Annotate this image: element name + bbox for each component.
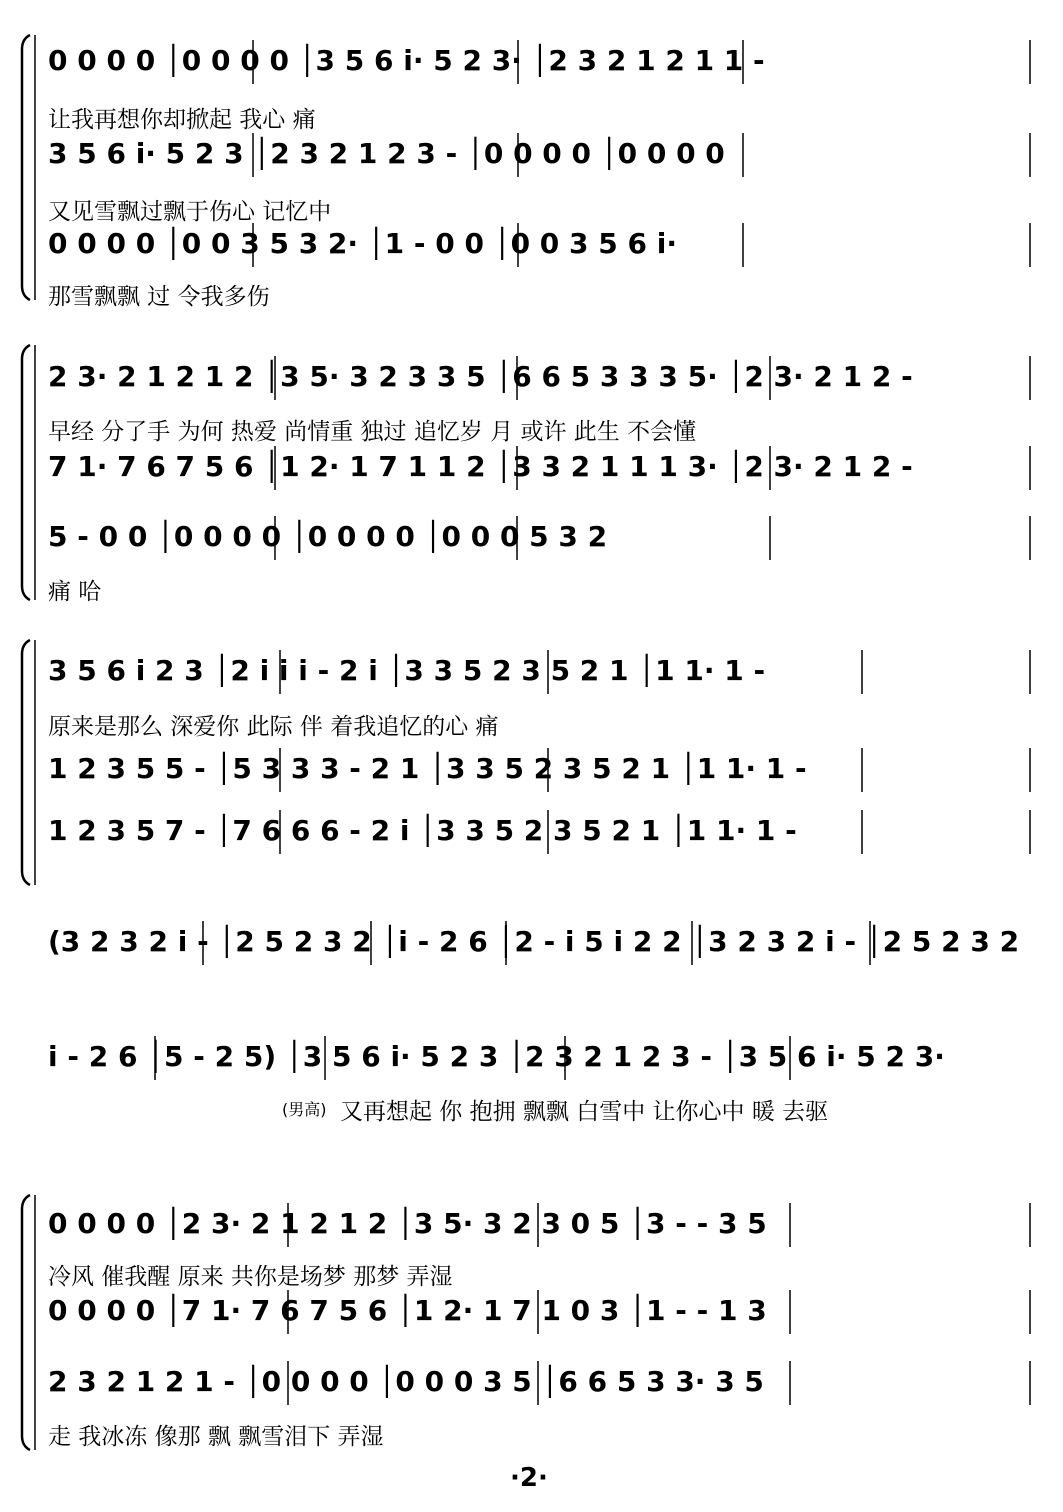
notation-row: 3 5 6 i 2 3 │2 i i i - 2 i │3 3 5 2 3 5 2 1 │1 1· 1 - [48, 654, 766, 687]
lyrics-line: 走 我冰冻 像那 飘 飘雪泪下 弄湿 [48, 1424, 384, 1450]
notation-row: i - 2 6 │5 - 2 5) │3 5 6 i· 5 2 3 │2 3 2 1 2 3 - │3 5 6 i· 5 2 3· [48, 1040, 945, 1073]
lyrics-line: 又见雪飘过飘于伤心 记忆中 [48, 199, 332, 225]
system-bracket [22, 640, 30, 885]
lyrics-line: 早经 分了手 为何 热爱 尚情重 独过 追忆岁 月 或许 此生 不会懂 [48, 419, 697, 445]
notation-row: 5 - 0 0 │0 0 0 0 │0 0 0 0 │0 0 0 5 3 2 [48, 520, 608, 553]
notation-row: 3 5 6 i· 5 2 3 │2 3 2 1 2 3 - │0 0 0 0 │0 0 0 0 [48, 137, 725, 170]
notation-row: 1 2 3 5 5 - │5 3 3 3 - 2 1 │3 3 5 2 3 5 2 1 │1 1· 1 - [48, 752, 807, 785]
lyrics-line: 让我再想你却掀起 我心 痛 [48, 107, 316, 133]
system-bracket [22, 35, 30, 300]
voice-label: (男高) [282, 1100, 327, 1119]
notation-row: 0 0 0 0 │7 1· 7 6 7 5 6 │1 2· 1 7 1 0 3 │1 - - 1 3 [48, 1294, 767, 1327]
lyrics-line: 原来是那么 深爱你 此际 伴 着我追忆的心 痛 [48, 714, 499, 740]
notation-row: 0 0 0 0 │0 0 3 5 3 2· │1 - 0 0 │0 0 3 5 6 i· [48, 227, 677, 260]
lyrics-line: 痛 哈 [48, 579, 102, 605]
lyrics-line: 冷风 催我醒 原来 共你是场梦 那梦 弄湿 [48, 1264, 453, 1290]
system-bracket [22, 345, 30, 600]
notation-row: 2 3· 2 1 2 1 2 │3 5· 3 2 3 3 5 │6 6 5 3 3 3 5· │2 3· 2 1 2 - [48, 360, 913, 393]
notation-row: 0 0 0 0 │2 3· 2 1 2 1 2 │3 5· 3 2 3 0 5 │3 - - 3 5 [48, 1207, 767, 1240]
notation-row: 1 2 3 5 7 - │7 6 6 6 - 2 i │3 3 5 2 3 5 2 1 │1 1· 1 - [48, 814, 797, 847]
notation-row: 7 1· 7 6 7 5 6 │1 2· 1 7 1 1 2 │3 3 2 1 1 1 3· │2 3· 2 1 2 - [48, 450, 913, 483]
notation-row: 0 0 0 0 │0 0 0 0 │3 5 6 i· 5 2 3· │2 3 2 1 2 1 1 - [48, 44, 765, 77]
page-number: ·2· [510, 1463, 548, 1493]
notation-row: 2 3 2 1 2 1 - │0 0 0 0 │0 0 0 3 5 │6 6 5 3 3· 3 5 [48, 1365, 764, 1398]
lyrics-line: 那雪飘飘 过 令我多伤 [48, 284, 270, 310]
notation-row: (3 2 3 2 i - │2 5 2 3 2 │i - 2 6 │2 - i 5 i 2 2 │3 2 3 2 i - │2 5 2 3 2 [48, 925, 1020, 958]
system-bracket [22, 1195, 30, 1450]
lyrics-line: 又再想起 你 抱拥 飘飘 白雪中 让你心中 暖 去驱 [340, 1099, 829, 1125]
